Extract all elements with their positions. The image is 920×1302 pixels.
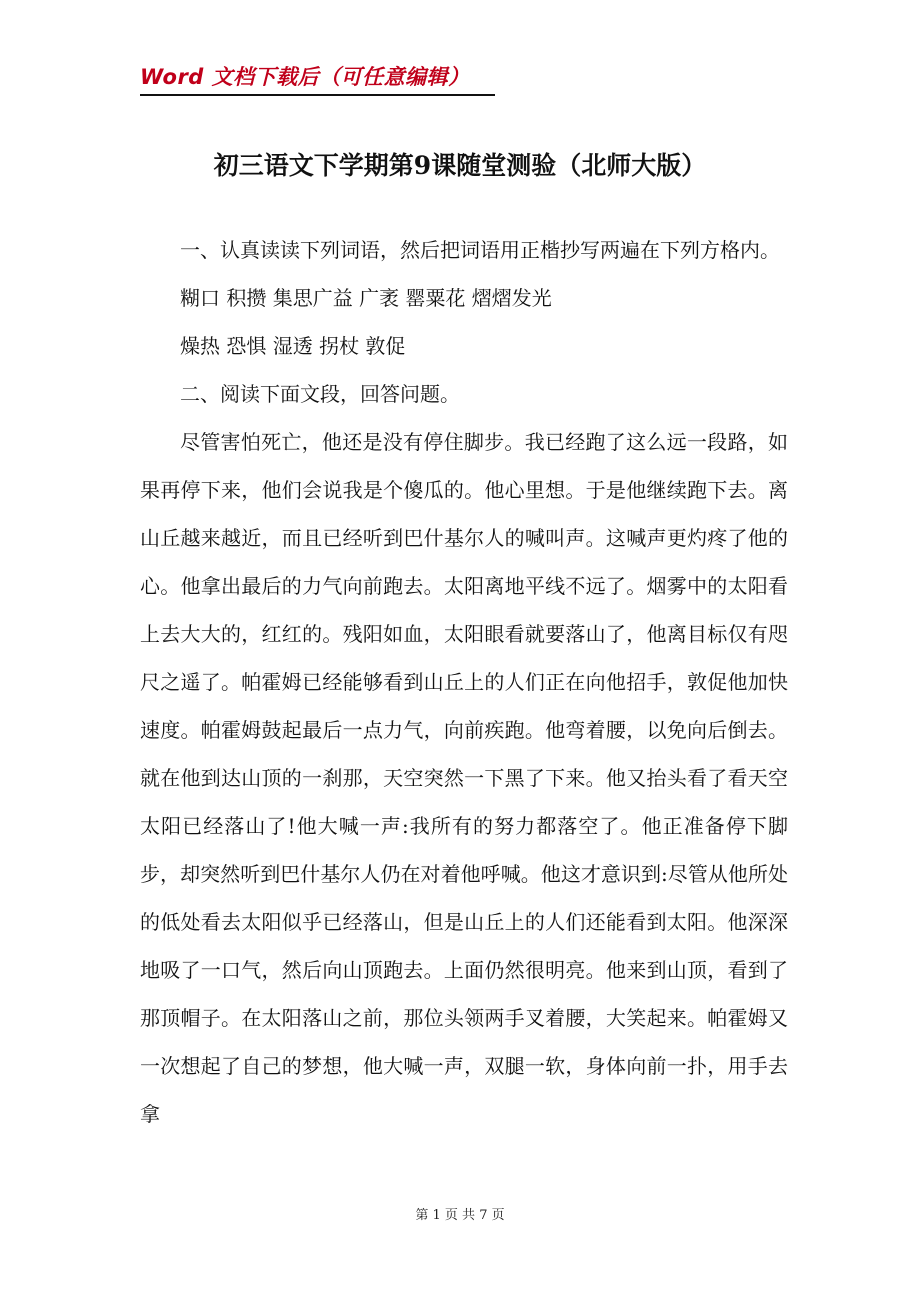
download-header-text: Word 文档下载后（可任意编辑） bbox=[140, 65, 470, 89]
instruction-paragraph: 一、认真读读下列词语，然后把词语用正楷抄写两遍在下列方格内。 bbox=[180, 238, 780, 262]
word-list-line-2: 燥热 恐惧 湿透 拐杖 敦促 bbox=[180, 334, 406, 358]
word-list-line-1: 糊口 积攒 集思广益 广袤 罂粟花 熠熠发光 bbox=[180, 286, 552, 310]
document-body bbox=[140, 226, 788, 1138]
page-footer: 第 1 页 共 7 页 bbox=[415, 1208, 505, 1223]
download-header bbox=[140, 62, 495, 98]
reading-passage: 尽管害怕死亡，他还是没有停住脚步。我已经跑了这么远一段路，如果再停下来，他们会说我是个傻瓜的。他心里想。于是他继续跑下去。离山丘越来越近，而且已经听到巴什基尔人的喊叫声。这喊声更灼疼了他的心。他拿出最后的力气向前跑去。太阳离地平线不远了。烟雾中的太阳看上去大大的，红红的。残阳如血，太阳眼看就要落山了，他离目标仅有咫尺之遥了。帕霍姆已经能够看到山丘上的人们正在向他招手，敦促他加快速度。帕霍姆鼓起最后一点力气，向前疾跑。他弯着腰，以免向后倒去。就在他到达山顶的一刹那，天空突然一下黑了下来。他又抬头看了看天空太阳已经落山了!他大喊一声:我所有的努力都落空了。他正准备停下脚步，却突然听到巴什基尔人仍在对着他呼喊。他这才意识到:尽管从他所处的低处看去太阳似乎已经落山，但是山丘上的人们还能看到太阳。他深深地吸了一口气，然后向山顶跑去。上面仍然很明亮。他来到山顶，看到了那顶帽子。在太阳落山之前，那位头领两手叉着腰，大笑起来。帕霍姆又一次想起了自己的梦想，他大喊一声，双腿一软，身体向前一扑，用手去拿 bbox=[140, 430, 788, 1126]
header-underline bbox=[140, 94, 495, 96]
section-heading: 二、阅读下面文段，回答问题。 bbox=[180, 382, 460, 406]
document-title: 初三语文下学期第9课随堂测验（北师大版） bbox=[213, 151, 707, 180]
